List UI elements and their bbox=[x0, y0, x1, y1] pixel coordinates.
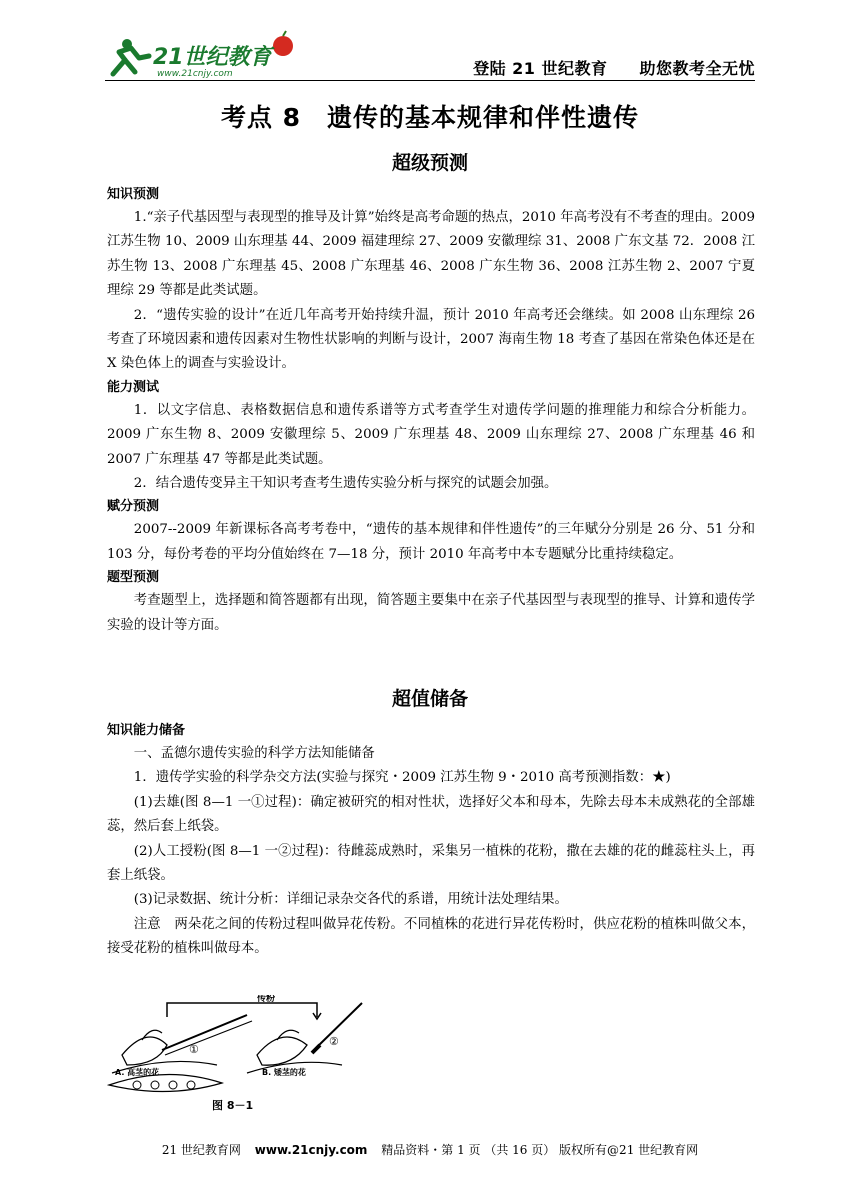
paragraph: 2．“遗传实验的设计”在近几年高考开始持续升温，预计 2010 年高考还会继续。如 2008 山东理综 26 考查了环境因素和遗传因素对生物性状影响的判断与设计，2007 海南生物 18 考查了基因在常染色体还是在 X 染色体上的调查与实验设计。 bbox=[107, 307, 755, 372]
ability-heading: 能力测试 bbox=[107, 379, 160, 395]
paragraph: 注意 两朵花之间的传粉过程叫做异花传粉。不同植株的花进行异花传粉时，供应花粉的植株叫做父本，接受花粉的植株叫做母本。 bbox=[107, 916, 755, 957]
page-header bbox=[105, 30, 755, 82]
section-title-reserve: 超值储备 bbox=[391, 688, 468, 710]
paragraph: 1．以文字信息、表格数据信息和遗传系谱等方式考查学生对遗传学问题的推理能力和综合分析能力。2009 广东生物 8、2009 安徽理综 5、2009 广东理基 48、2009 山东理综 27、2008 广东理基 46 和 2007 广东理基 47 等都是此类试题。 bbox=[107, 402, 755, 467]
paragraph: (3)记录数据、统计分析：详细记录杂交各代的系谱，用统计法处理结果。 bbox=[133, 892, 568, 908]
paragraph: (2)人工授粉(图 8—1 一②过程)：待雌蕊成熟时，采集另一植株的花粉，撒在去雄的花的雌蕊柱头上，再套上纸袋。 bbox=[107, 843, 755, 884]
svg-text:www.21cnjy.com: www.21cnjy.com bbox=[157, 69, 233, 79]
svg-text:B. 矮茎的花: B. 矮茎的花 bbox=[262, 1068, 306, 1077]
svg-text:A. 高茎的花: A. 高茎的花 bbox=[115, 1068, 160, 1077]
header-divider bbox=[105, 80, 755, 81]
figure-caption: 图 8－1 bbox=[212, 1099, 254, 1112]
site-logo bbox=[105, 30, 305, 80]
score-heading: 赋分预测 bbox=[107, 499, 160, 515]
svg-text:①: ① bbox=[189, 1043, 199, 1056]
paragraph: 一、孟德尔遗传实验的科学方法知能储备 bbox=[133, 746, 375, 761]
slogan-right: 助您教考全无忧 bbox=[639, 59, 755, 78]
svg-text:21世纪教育: 21世纪教育 bbox=[153, 45, 272, 70]
paragraph: 1.“亲子代基因型与表现型的推导及计算”始终是高考命题的热点，2010 年高考没有不考查的理由。2009 江苏生物 10、2009 山东理基 44、2009 福建理综 27、2009 安徽理综 31、2008 广东文基 72．2008 江苏生物 13、2008 广东理基 45、2008 广东理基 46、2008 广东生物 36、2008 江苏生物 2、2007 宁夏理综 29 等都是此类试题。 bbox=[107, 210, 755, 299]
footer-url[interactable]: www.21cnjy.com bbox=[254, 1143, 368, 1157]
footer-page-info: 精品资料・第 1 页 （共 16 页） 版权所有@21 世纪教育网 bbox=[381, 1143, 699, 1157]
page-footer bbox=[0, 1141, 860, 1158]
header-slogan bbox=[473, 56, 755, 79]
svg-text:传粉: 传粉 bbox=[257, 995, 276, 1004]
paragraph: 考查题型上，选择题和简答题都有出现，简答题主要集中在亲子代基因型与表现型的推导、计算和遗传学实验的设计等方面。 bbox=[107, 593, 755, 633]
footer-site: 21 世纪教育网 bbox=[161, 1143, 241, 1157]
question-type-heading: 题型预测 bbox=[107, 570, 160, 586]
slogan-left: 登陆 21 世纪教育 bbox=[473, 59, 608, 78]
reserve-heading: 知识能力储备 bbox=[107, 723, 186, 738]
section-reserve bbox=[107, 720, 755, 962]
paragraph: (1)去雄(图 8—1 一①过程)：确定被研究的相对性状，选择好父本和母本，先除去母本未成熟花的全部雄蕊，然后套上纸袋。 bbox=[107, 794, 755, 835]
svg-text:②: ② bbox=[329, 1035, 339, 1048]
figure-8-1 bbox=[107, 995, 377, 1100]
paragraph: 2．结合遗传变异主干知识考查考生遗传实验分析与探究的试题会加强。 bbox=[133, 476, 558, 492]
page-title: 考点 8 遗传的基本规律和伴性遗传 bbox=[220, 103, 640, 132]
paragraph: 1．遗传学实验的科学杂交方法(实验与探究・2009 江苏生物 9・2010 高考预测指数：★) bbox=[133, 770, 671, 786]
knowledge-heading: 知识预测 bbox=[107, 187, 160, 202]
paragraph: 2007--2009 年新课标各高考考卷中，“遗传的基本规律和伴性遗传”的三年赋分分别是 26 分、51 分和 103 分，每份考卷的平均分值始终在 7—18 分，预计 2010 年高考中本专题赋分比重持续稳定。 bbox=[107, 522, 755, 562]
section-prediction bbox=[107, 184, 755, 638]
section-title-prediction: 超级预测 bbox=[391, 152, 468, 174]
